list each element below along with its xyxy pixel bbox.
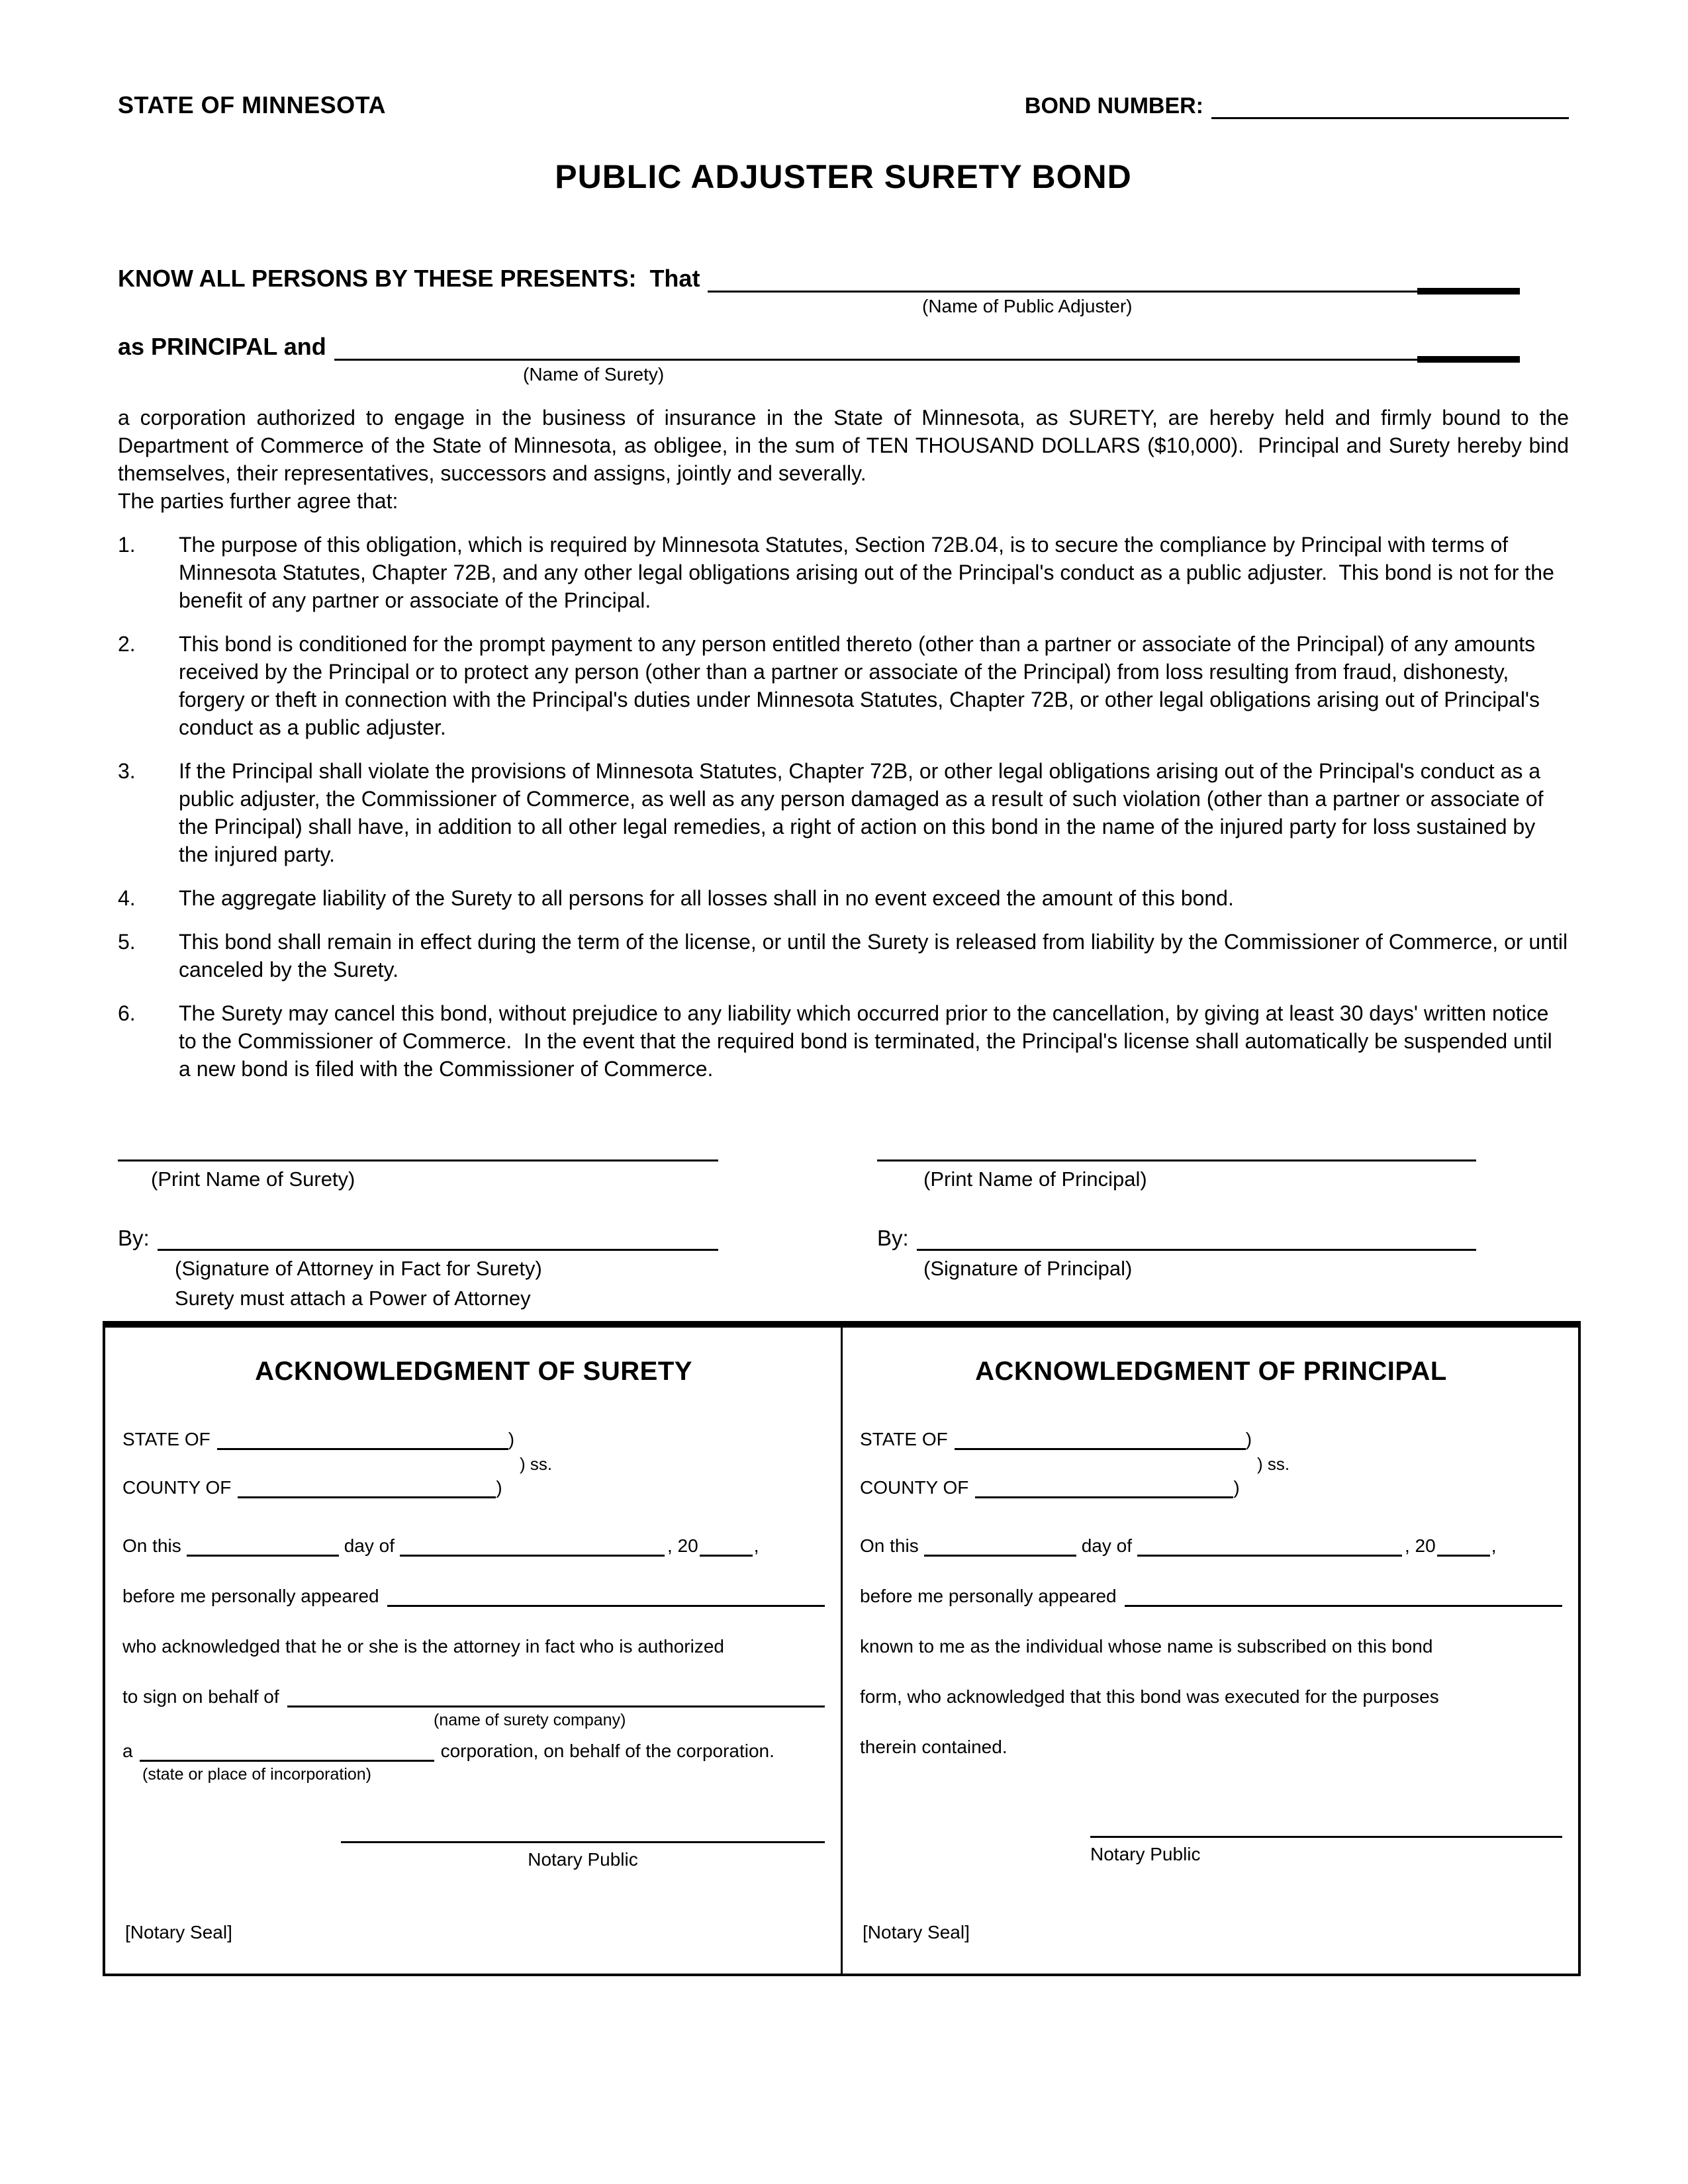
clause-number: 2. xyxy=(118,632,136,656)
year-blank[interactable] xyxy=(1437,1555,1490,1557)
principal-by-label: By: xyxy=(877,1226,909,1250)
clause-list xyxy=(118,531,1569,1083)
surety-print-name-label: (Print Name of Surety) xyxy=(151,1167,355,1191)
surety-signature-block xyxy=(118,1226,718,1310)
surety-by-label: By: xyxy=(118,1226,150,1250)
notary-block xyxy=(341,1841,825,1870)
as-principal-text: as PRINCIPAL and xyxy=(118,333,326,360)
opening-paragraph: a corporation authorized to engage in the business of insurance in the State of Minnesota, as SURETY, are hereby held and firmly bound to the Department of Commerce of the State of Minnesota, as obligee, in the sum of TEN THOUSAND DOLLARS ($10,000). Principal and Surety hereby bind themselves, their representatives, successors and assigns, jointly and severally. xyxy=(118,406,1569,485)
ss-label: ) ss. xyxy=(520,1454,553,1474)
signature-row xyxy=(118,1226,1569,1310)
principal-print-name-label: (Print Name of Principal) xyxy=(923,1167,1147,1191)
date-row xyxy=(860,1535,1562,1557)
before-label: before me personally appeared xyxy=(860,1586,1117,1606)
as-principal-line xyxy=(118,333,1520,361)
sign-behalf-row xyxy=(122,1686,825,1707)
name-of-public-adjuster-label: (Name of Public Adjuster) xyxy=(922,296,1133,316)
ack-surety-panel xyxy=(105,1328,843,1974)
bond-number-blank[interactable] xyxy=(1211,117,1569,119)
paren: ) xyxy=(496,1477,502,1498)
name-of-surety-label: (Name of Surety) xyxy=(523,364,665,385)
known-line-3: therein contained. xyxy=(860,1737,1008,1757)
year-blank[interactable] xyxy=(700,1555,753,1557)
notary-public-label: Notary Public xyxy=(1090,1844,1201,1864)
clause-text: This bond is conditioned for the prompt payment to any person entitled thereto (other than a partner or associate of the Principal) of any amounts received by the Principal or to protect any person (other than a partner or associate of the Principal) from loss resulting from fraud, dishonesty, forgery or theft in connection with the Principal's duties under Minnesota Statutes, Chapter 72B, or other legal obligations arising out of Principal's conduct as a public adjuster. xyxy=(179,632,1540,739)
surety-company-blank[interactable] xyxy=(287,1706,825,1707)
clause-number: 5. xyxy=(118,930,136,954)
corporation-text: corporation, on behalf of the corporation. xyxy=(440,1741,774,1761)
page-content xyxy=(118,0,1569,1976)
clause-text: This bond shall remain in effect during the term of the license, or until the Surety is released from liability by the Commissioner of Commerce, or until canceled by the Surety. xyxy=(179,930,1568,981)
year-prefix: , 20 xyxy=(667,1535,698,1556)
before-label: before me personally appeared xyxy=(122,1586,379,1606)
appeared-row xyxy=(122,1586,825,1607)
surety-print-block xyxy=(118,1160,718,1191)
surety-name-blank[interactable] xyxy=(334,359,1417,361)
clause-number: 1. xyxy=(118,533,136,557)
bond-number-group xyxy=(1025,93,1569,119)
ack-principal-title: ACKNOWLEDGMENT OF PRINCIPAL xyxy=(975,1357,1447,1386)
clause-number: 3. xyxy=(118,759,136,783)
surety-by-line xyxy=(118,1226,718,1251)
surety-print-name-blank[interactable] xyxy=(118,1160,718,1161)
principal-signature-blank[interactable] xyxy=(917,1249,1476,1251)
state-heading: STATE OF MINNESOTA xyxy=(118,91,386,118)
trailing-comma: , xyxy=(1491,1535,1497,1556)
known-line-2: form, who acknowledged that this bond was executed for the purposes xyxy=(860,1686,1439,1707)
state-blank[interactable] xyxy=(217,1448,508,1450)
state-of-label: STATE OF xyxy=(860,1429,948,1449)
county-of-row xyxy=(860,1477,1562,1498)
clause-text: The purpose of this obligation, which is required by Minnesota Statutes, Section 72B.04, is to secure the compliance by Principal with terms of Minnesota Statutes, Chapter 72B, and any other legal obligations arising out of the Principal's conduct as a public adjuster. This bond is not for the benefit of any partner or associate of the Principal. xyxy=(179,533,1554,612)
surety-company-label: (name of surety company) xyxy=(434,1711,626,1729)
notary-signature-blank[interactable] xyxy=(1090,1836,1562,1838)
county-blank[interactable] xyxy=(975,1496,1233,1498)
state-of-label: STATE OF xyxy=(122,1429,211,1449)
state-of-row xyxy=(860,1429,1562,1450)
clause-item xyxy=(118,928,1569,983)
notary-seal-label: [Notary Seal] xyxy=(863,1922,970,1942)
incorporation-label: (state or place of incorporation) xyxy=(142,1765,372,1784)
month-blank[interactable] xyxy=(1137,1555,1402,1557)
clause-item xyxy=(118,884,1569,912)
principal-by-line xyxy=(877,1226,1476,1251)
paren: ) xyxy=(1233,1477,1240,1498)
clause-text: The Surety may cancel this bond, without prejudice to any liability which occurred prior to the cancellation, by giving at least 30 days' written notice to the Commissioner of Commerce. In the event that the required bond is terminated, the Principal's license shall automatically be suspended until a new bond is filed with the Commissioner of Commerce. xyxy=(179,1001,1552,1081)
print-name-row xyxy=(118,1160,1569,1191)
notary-seal-label: [Notary Seal] xyxy=(125,1922,232,1942)
incorporation-row xyxy=(122,1741,825,1762)
principal-print-block xyxy=(877,1160,1476,1191)
clause-item xyxy=(118,757,1569,868)
surety-poa-note: Surety must attach a Power of Attorney xyxy=(175,1287,531,1310)
county-of-row xyxy=(122,1477,825,1498)
page-title: PUBLIC ADJUSTER SURETY BOND xyxy=(555,158,1132,195)
clause-number: 6. xyxy=(118,1001,136,1025)
acknowledgment-box xyxy=(103,1321,1581,1976)
paren: ) xyxy=(508,1429,515,1449)
principal-signature-block xyxy=(877,1226,1476,1310)
state-blank[interactable] xyxy=(955,1448,1246,1450)
principal-signature-label: (Signature of Principal) xyxy=(923,1257,1133,1280)
ack-principal-panel xyxy=(843,1328,1578,1974)
notary-public-label: Notary Public xyxy=(528,1849,638,1870)
principal-print-name-blank[interactable] xyxy=(877,1160,1476,1161)
ack-surety-title: ACKNOWLEDGMENT OF SURETY xyxy=(255,1357,692,1386)
clause-text: If the Principal shall violate the provisions of Minnesota Statutes, Chapter 72B, or other legal obligations arising out of the Principal's conduct as a public adjuster, the Commissioner of Commerce, as well as any person damaged as a result of such violation (other than a partner or associate of the Principal) shall have, in addition to all other legal remedies, a right of action on this bond in the name of the injured party for loss sustained by the injured party. xyxy=(179,759,1544,866)
public-adjuster-name-blank[interactable] xyxy=(708,291,1417,293)
surety-signature-blank[interactable] xyxy=(158,1249,718,1251)
known-line-1: known to me as the individual whose name is subscribed on this bond xyxy=(860,1636,1433,1657)
clause-item xyxy=(118,630,1569,741)
blank-end-cap xyxy=(1417,356,1520,363)
parties-agree-line: The parties further agree that: xyxy=(118,489,399,513)
day-of-label: day of xyxy=(1081,1535,1132,1556)
surety-signature-label: (Signature of Attorney in Fact for Surety) xyxy=(175,1257,542,1280)
sign-behalf-label: to sign on behalf of xyxy=(122,1686,279,1707)
acknowledged-line: who acknowledged that he or she is the attorney in fact who is authorized xyxy=(122,1636,724,1657)
notary-block xyxy=(1090,1836,1562,1865)
county-of-label: COUNTY OF xyxy=(860,1477,969,1498)
know-all-line xyxy=(118,265,1520,293)
state-of-row xyxy=(122,1429,825,1450)
know-all-text: KNOW ALL PERSONS BY THESE PRESENTS: That xyxy=(118,265,700,292)
county-of-label: COUNTY OF xyxy=(122,1477,232,1498)
notary-signature-blank[interactable] xyxy=(341,1841,825,1843)
paren: ) xyxy=(1245,1429,1252,1449)
appeared-name-blank[interactable] xyxy=(387,1605,825,1607)
header-row xyxy=(118,91,1569,119)
clause-number: 4. xyxy=(118,886,136,910)
appeared-name-blank[interactable] xyxy=(1125,1605,1562,1607)
month-blank[interactable] xyxy=(400,1555,665,1557)
year-prefix: , 20 xyxy=(1404,1535,1436,1556)
incorporation-blank[interactable] xyxy=(140,1760,434,1762)
clause-item xyxy=(118,999,1569,1083)
trailing-comma: , xyxy=(753,1535,759,1556)
day-blank[interactable] xyxy=(924,1555,1076,1557)
a-label: a xyxy=(122,1741,133,1761)
on-this-label: On this xyxy=(860,1535,919,1556)
clause-item xyxy=(118,531,1569,614)
on-this-label: On this xyxy=(122,1535,181,1556)
day-blank[interactable] xyxy=(187,1555,339,1557)
day-of-label: day of xyxy=(344,1535,395,1556)
appeared-row xyxy=(860,1586,1562,1607)
blank-end-cap xyxy=(1417,288,1520,295)
county-blank[interactable] xyxy=(238,1496,496,1498)
bond-number-label: BOND NUMBER: xyxy=(1024,93,1203,118)
clause-text: The aggregate liability of the Surety to all persons for all losses shall in no event exceed the amount of this bond. xyxy=(179,886,1234,910)
date-row xyxy=(122,1535,825,1557)
ss-label: ) ss. xyxy=(1257,1454,1290,1474)
